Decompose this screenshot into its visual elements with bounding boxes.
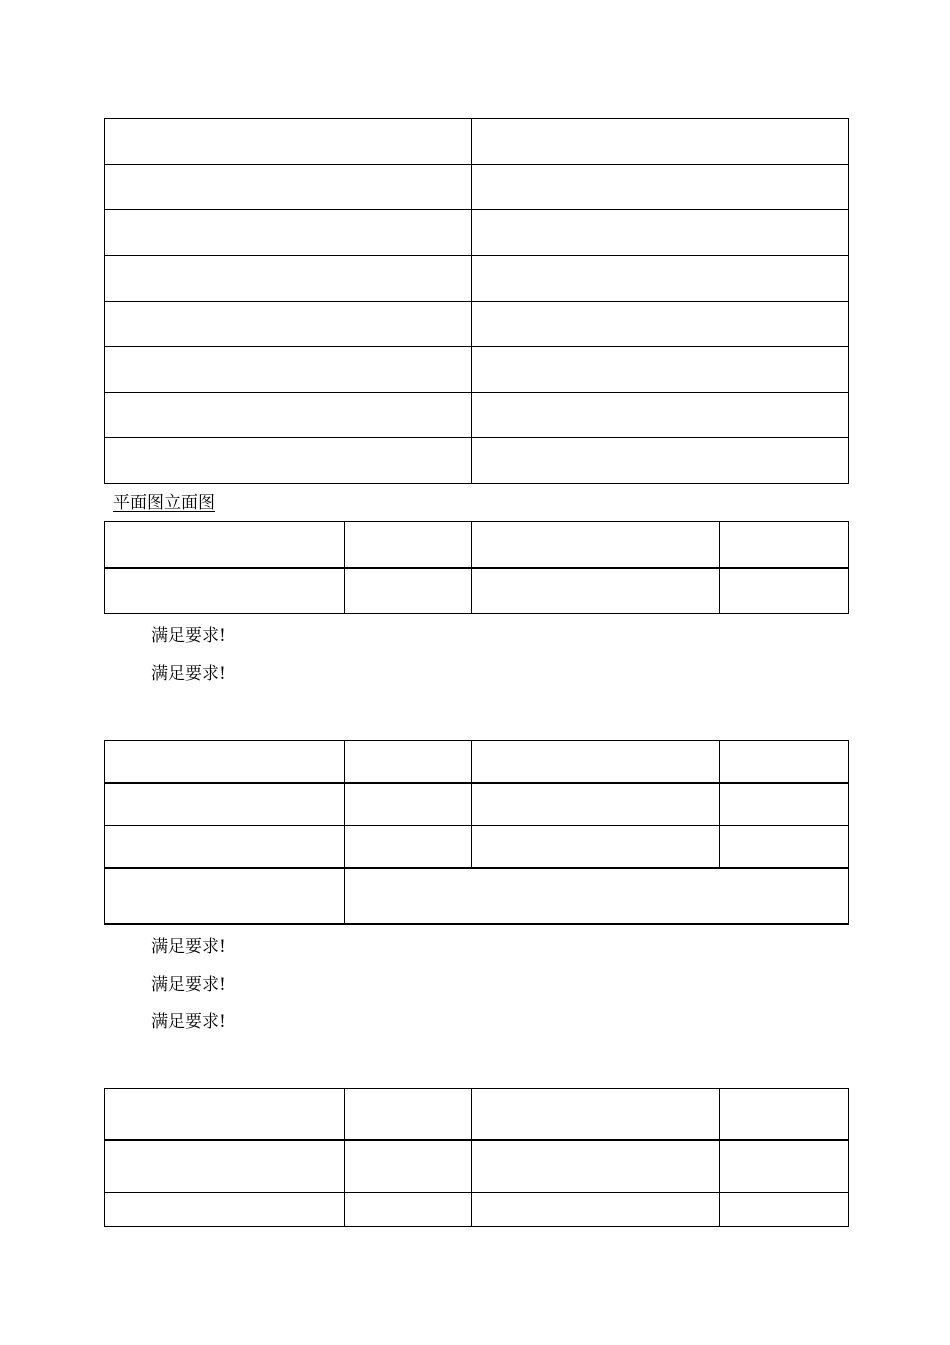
table-3 — [104, 740, 849, 925]
table-1 — [104, 118, 849, 484]
table-cell — [105, 868, 345, 924]
table-cell — [345, 1089, 472, 1141]
table-cell — [472, 1089, 720, 1141]
note-satisfied: 满足要求! — [151, 664, 226, 684]
table-cell — [472, 347, 849, 393]
table-cell — [472, 301, 849, 347]
table-cell — [345, 522, 472, 568]
table-cell — [472, 568, 720, 614]
table-row — [105, 392, 849, 438]
table-cell — [105, 1192, 345, 1227]
table-cell — [472, 1192, 720, 1227]
table-cell — [105, 1089, 345, 1141]
table-row — [105, 438, 849, 484]
table-2 — [104, 521, 849, 614]
table-row — [105, 1192, 849, 1227]
plan-elevation-caption: 平面图立面图 — [113, 493, 215, 513]
table-row — [105, 568, 849, 614]
table-row — [105, 1089, 849, 1141]
table-cell — [105, 210, 472, 256]
table-cell — [472, 522, 720, 568]
table-cell — [105, 119, 472, 165]
table-row — [105, 825, 849, 867]
table-cell — [720, 1140, 849, 1192]
table-cell — [105, 392, 472, 438]
table-row — [105, 522, 849, 568]
table-cell — [105, 568, 345, 614]
note-satisfied: 满足要求! — [151, 937, 226, 957]
table-cell — [105, 783, 345, 825]
table-row — [105, 783, 849, 825]
table-cell — [105, 347, 472, 393]
table-cell — [472, 783, 720, 825]
table-cell — [345, 1192, 472, 1227]
table-cell — [720, 568, 849, 614]
table-cell — [105, 164, 472, 210]
table-cell — [472, 392, 849, 438]
table-cell — [472, 119, 849, 165]
table-cell — [472, 1140, 720, 1192]
table-cell — [720, 741, 849, 783]
table-cell — [105, 438, 472, 484]
table-row — [105, 347, 849, 393]
table-cell — [345, 783, 472, 825]
note-satisfied: 满足要求! — [151, 1012, 226, 1032]
table-cell — [345, 741, 472, 783]
table-cell — [345, 1140, 472, 1192]
table-cell — [720, 783, 849, 825]
table-cell — [345, 568, 472, 614]
table-row — [105, 210, 849, 256]
table-cell — [720, 825, 849, 867]
table-row — [105, 164, 849, 210]
table-cell — [472, 741, 720, 783]
table-cell — [105, 522, 345, 568]
table-cell — [720, 1089, 849, 1141]
table-cell-merged — [345, 868, 849, 924]
table-row — [105, 119, 849, 165]
table-row — [105, 255, 849, 301]
table-cell — [105, 825, 345, 867]
table-cell — [345, 825, 472, 867]
note-satisfied: 满足要求! — [151, 626, 226, 646]
table-cell — [105, 741, 345, 783]
table-cell — [472, 438, 849, 484]
table-cell — [472, 210, 849, 256]
table-cell — [720, 522, 849, 568]
table-4 — [104, 1088, 849, 1227]
table-cell — [105, 1140, 345, 1192]
table-row — [105, 301, 849, 347]
table-cell — [720, 1192, 849, 1227]
table-row — [105, 741, 849, 783]
table-cell — [105, 255, 472, 301]
table-cell — [105, 301, 472, 347]
table-cell — [472, 255, 849, 301]
note-satisfied: 满足要求! — [151, 975, 226, 995]
table-row — [105, 1140, 849, 1192]
table-row — [105, 868, 849, 924]
table-cell — [472, 825, 720, 867]
table-cell — [472, 164, 849, 210]
